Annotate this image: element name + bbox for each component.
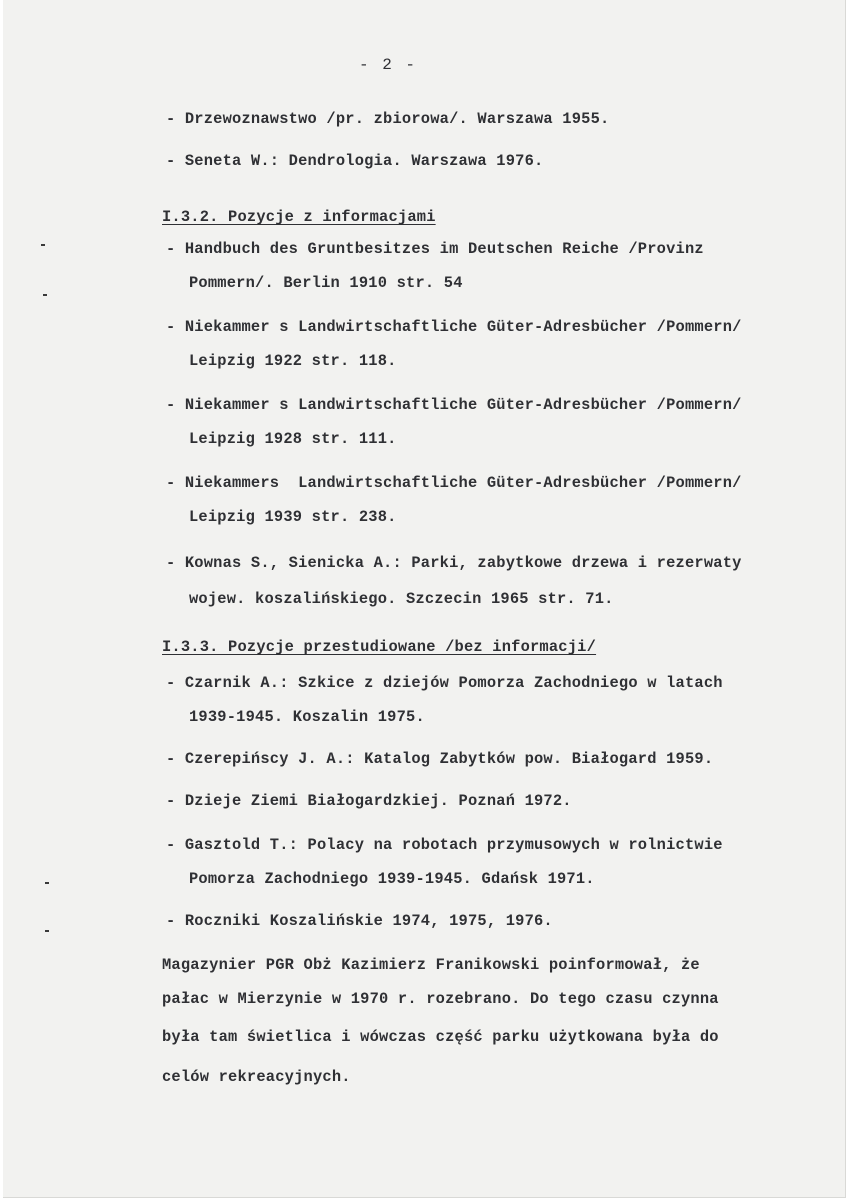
margin-tick [43, 294, 47, 296]
bibliography-entry: - Czarnik A.: Szkice z dziejów Pomorza Zachodniego w latach [166, 674, 723, 692]
body-paragraph-line: była tam świetlica i wówczas część parku użytkowana była do [162, 1028, 719, 1046]
bibliography-entry: - Niekammer s Landwirtschaftliche Güter-Adresbücher /Pommern/ [166, 396, 742, 414]
bibliography-entry: - Seneta W.: Dendrologia. Warszawa 1976. [166, 152, 544, 170]
bibliography-entry-continuation: 1939-1945. Koszalin 1975. [189, 708, 425, 726]
bibliography-entry: - Niekammers Landwirtschaftliche Güter-Adresbücher /Pommern/ [166, 474, 742, 492]
bibliography-entry: - Dzieje Ziemi Białogardzkiej. Poznań 1972. [166, 792, 572, 810]
bibliography-entry-continuation: Pomorza Zachodniego 1939-1945. Gdańsk 1971. [189, 870, 595, 888]
margin-tick [45, 930, 49, 932]
bibliography-entry: - Czerepińscy J. A.: Katalog Zabytków pow. Białogard 1959. [166, 750, 714, 768]
body-paragraph-line: celów rekreacyjnych. [162, 1068, 351, 1086]
bibliography-entry: - Drzewoznawstwo /pr. zbiorowa/. Warszawa 1955. [166, 110, 610, 128]
bibliography-entry: - Niekammer s Landwirtschaftliche Güter-Adresbücher /Pommern/ [166, 318, 742, 336]
bibliography-entry-continuation: Leipzig 1922 str. 118. [189, 352, 397, 370]
bibliography-entry-continuation: Pommern/. Berlin 1910 str. 54 [189, 274, 463, 292]
bibliography-entry-continuation: Leipzig 1928 str. 111. [189, 430, 397, 448]
bibliography-entry-continuation: Leipzig 1939 str. 238. [189, 508, 397, 526]
bibliography-entry: - Roczniki Koszalińskie 1974, 1975, 1976. [166, 912, 553, 930]
bibliography-entry: - Gasztold T.: Polacy na robotach przymusowych w rolnictwie [166, 836, 723, 854]
page-number: - 2 - [359, 56, 418, 74]
margin-tick [45, 882, 49, 884]
margin-tick [41, 244, 45, 246]
bibliography-entry: - Kownas S., Sienicka A.: Parki, zabytkowe drzewa i rezerwaty [166, 554, 742, 572]
bibliography-entry-continuation: wojew. koszalińskiego. Szczecin 1965 str. 71. [189, 590, 614, 608]
body-paragraph-line: Magazynier PGR Obż Kazimierz Franikowski poinformował, że [162, 956, 700, 974]
bibliography-entry: - Handbuch des Gruntbesitzes im Deutschen Reiche /Provinz [166, 240, 704, 258]
section-heading: I.3.2. Pozycje z informacjami [162, 208, 436, 226]
body-paragraph-line: pałac w Mierzynie w 1970 r. rozebrano. Do tego czasu czynna [162, 990, 719, 1008]
document-page [3, 0, 846, 1198]
section-heading: I.3.3. Pozycje przestudiowane /bez informacji/ [162, 638, 597, 656]
